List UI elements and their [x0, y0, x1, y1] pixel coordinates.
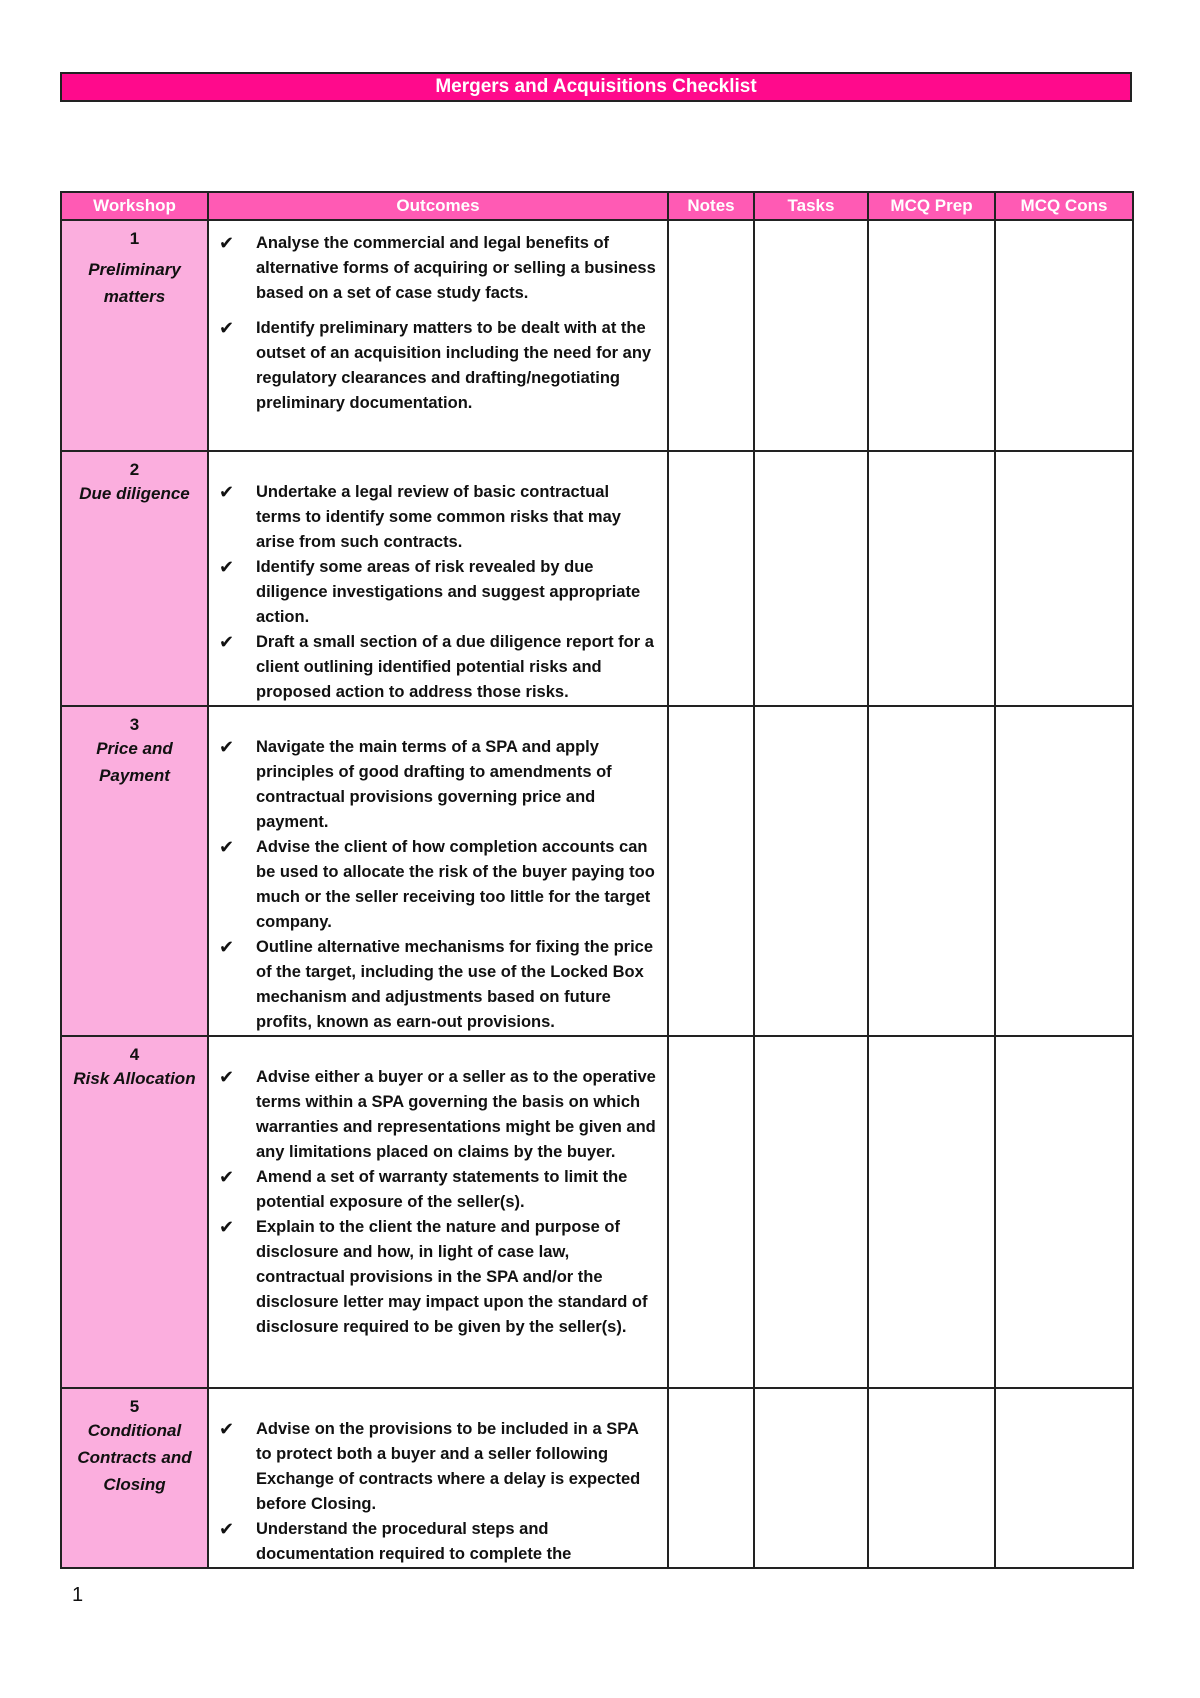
table-row: [61, 451, 1133, 706]
outcome-item: [209, 1517, 667, 1567]
table-row: [61, 706, 1133, 1036]
outcomes-list: [209, 480, 667, 705]
outcome-text: Analyse the commercial and legal benefits of alternative forms of acquiring or selling a business based on a set of case study facts.: [256, 234, 656, 302]
workshop-number: 4: [129, 1045, 140, 1064]
outcome-item: [209, 935, 667, 1035]
workshop-number: 2: [129, 460, 140, 479]
check-icon: ✔: [219, 1217, 235, 1237]
outcomes-list: [209, 1065, 667, 1340]
page-title: Mergers and Acquisitions Checklist: [60, 72, 1132, 102]
outcomes-cell: [208, 1388, 668, 1568]
check-icon: ✔: [219, 557, 235, 577]
page-number: 1: [72, 1584, 84, 1606]
workshop-cell: [61, 706, 208, 1036]
check-icon: ✔: [219, 1067, 235, 1087]
workshop-name: Conditional Contracts and Closing: [77, 1421, 192, 1494]
outcome-text: Draft a small section of a due diligence report for a client outlining identified potential risks and proposed action to address those risks.: [256, 633, 654, 701]
outcome-item: [209, 1417, 667, 1517]
outcome-text: Identify some areas of risk revealed by due diligence investigations and suggest appropriate action.: [256, 558, 641, 626]
outcomes-cell: [208, 706, 668, 1036]
mcq-prep-cell[interactable]: [868, 706, 995, 1036]
tasks-cell[interactable]: [754, 220, 868, 451]
outcome-item: [209, 835, 667, 935]
outcomes-cell: [208, 451, 668, 706]
outcomes-cell: [208, 220, 668, 451]
workshop-cell: [61, 1036, 208, 1388]
outcome-item: [209, 1165, 667, 1215]
mcq-prep-cell[interactable]: [868, 1388, 995, 1568]
workshop-number: 5: [129, 1397, 140, 1416]
workshop-cell: [61, 1388, 208, 1568]
column-header-workshop: Workshop: [61, 192, 208, 220]
workshop-name: Due diligence: [79, 484, 190, 503]
mcq-prep-cell[interactable]: [868, 1036, 995, 1388]
mcq-cons-cell[interactable]: [995, 220, 1133, 451]
outcomes-list: [209, 1417, 667, 1567]
check-icon: ✔: [219, 482, 235, 502]
outcome-text: Advise either a buyer or a seller as to the operative terms within a SPA governing the basis on which warranties and representations might be given and any limitations placed on claims by the buyer.: [256, 1068, 656, 1161]
outcome-item: [209, 735, 667, 835]
outcome-item: [209, 316, 667, 416]
check-icon: ✔: [219, 837, 235, 857]
workshop-cell: [61, 220, 208, 451]
outcome-item: [209, 480, 667, 555]
mcq-cons-cell[interactable]: [995, 1388, 1133, 1568]
outcome-item: [209, 1215, 667, 1340]
check-icon: ✔: [219, 233, 235, 253]
notes-cell[interactable]: [668, 1036, 754, 1388]
outcome-text: Amend a set of warranty statements to limit the potential exposure of the seller(s).: [256, 1168, 628, 1211]
mcq-prep-cell[interactable]: [868, 451, 995, 706]
column-header-mcq-prep: MCQ Prep: [868, 192, 995, 220]
workshop-number: 1: [129, 229, 140, 248]
workshop-cell: [61, 451, 208, 706]
table-row: [61, 220, 1133, 451]
check-icon: ✔: [219, 1519, 235, 1539]
tasks-cell[interactable]: [754, 706, 868, 1036]
tasks-cell[interactable]: [754, 1388, 868, 1568]
check-icon: ✔: [219, 632, 235, 652]
notes-cell[interactable]: [668, 220, 754, 451]
notes-cell[interactable]: [668, 451, 754, 706]
outcome-text: Outline alternative mechanisms for fixing the price of the target, including the use of the Locked Box mechanism and adjustments based on future profits, known as earn-out provisions.: [256, 938, 654, 1031]
column-header-tasks: Tasks: [754, 192, 868, 220]
tasks-cell[interactable]: [754, 451, 868, 706]
header-row: [61, 192, 1133, 220]
column-header-notes: Notes: [668, 192, 754, 220]
outcome-text: Undertake a legal review of basic contractual terms to identify some common risks that may arise from such contracts.: [256, 483, 621, 551]
mcq-prep-cell[interactable]: [868, 220, 995, 451]
tasks-cell[interactable]: [754, 1036, 868, 1388]
table-row: [61, 1388, 1133, 1568]
workshop-name: Price and Payment: [96, 739, 173, 785]
check-icon: ✔: [219, 318, 235, 338]
check-icon: ✔: [219, 737, 235, 757]
outcomes-cell: [208, 1036, 668, 1388]
table-row: [61, 1036, 1133, 1388]
workshop-name: Preliminary matters: [88, 260, 181, 306]
workshop-number: 3: [129, 715, 140, 734]
check-icon: ✔: [219, 937, 235, 957]
mcq-cons-cell[interactable]: [995, 1036, 1133, 1388]
outcome-text: Explain to the client the nature and purpose of disclosure and how, in light of case law, contractual provisions in the SPA and/or the disclosure letter may impact upon the standard of disclosure required to be given by the seller(s).: [256, 1218, 648, 1336]
notes-cell[interactable]: [668, 706, 754, 1036]
check-icon: ✔: [219, 1167, 235, 1187]
outcome-text: Navigate the main terms of a SPA and apply principles of good drafting to amendments of contractual provisions governing price and payment.: [256, 738, 612, 831]
outcome-text: Identify preliminary matters to be dealt with at the outset of an acquisition including the need for any regulatory clearances and drafting/negotiating preliminary documentation.: [256, 319, 652, 412]
column-header-outcomes: Outcomes: [208, 192, 668, 220]
outcome-item: [209, 231, 667, 306]
outcome-item: [209, 630, 667, 705]
outcome-item: [209, 1065, 667, 1165]
outcomes-list: [209, 231, 667, 416]
checklist-table: [60, 191, 1134, 1569]
mcq-cons-cell[interactable]: [995, 451, 1133, 706]
outcome-text: Advise the client of how completion accounts can be used to allocate the risk of the buyer paying too much or the seller receiving too little for the target company.: [256, 838, 655, 931]
outcomes-list: [209, 735, 667, 1035]
outcome-item: [209, 555, 667, 630]
mcq-cons-cell[interactable]: [995, 706, 1133, 1036]
outcome-text: Advise on the provisions to be included in a SPA to protect both a buyer and a seller following Exchange of contracts where a delay is expected before Closing.: [256, 1420, 641, 1513]
outcome-text: Understand the procedural steps and documentation required to complete the: [256, 1520, 572, 1563]
notes-cell[interactable]: [668, 1388, 754, 1568]
workshop-name: Risk Allocation: [73, 1069, 196, 1088]
check-icon: ✔: [219, 1419, 235, 1439]
column-header-mcq-cons: MCQ Cons: [995, 192, 1133, 220]
